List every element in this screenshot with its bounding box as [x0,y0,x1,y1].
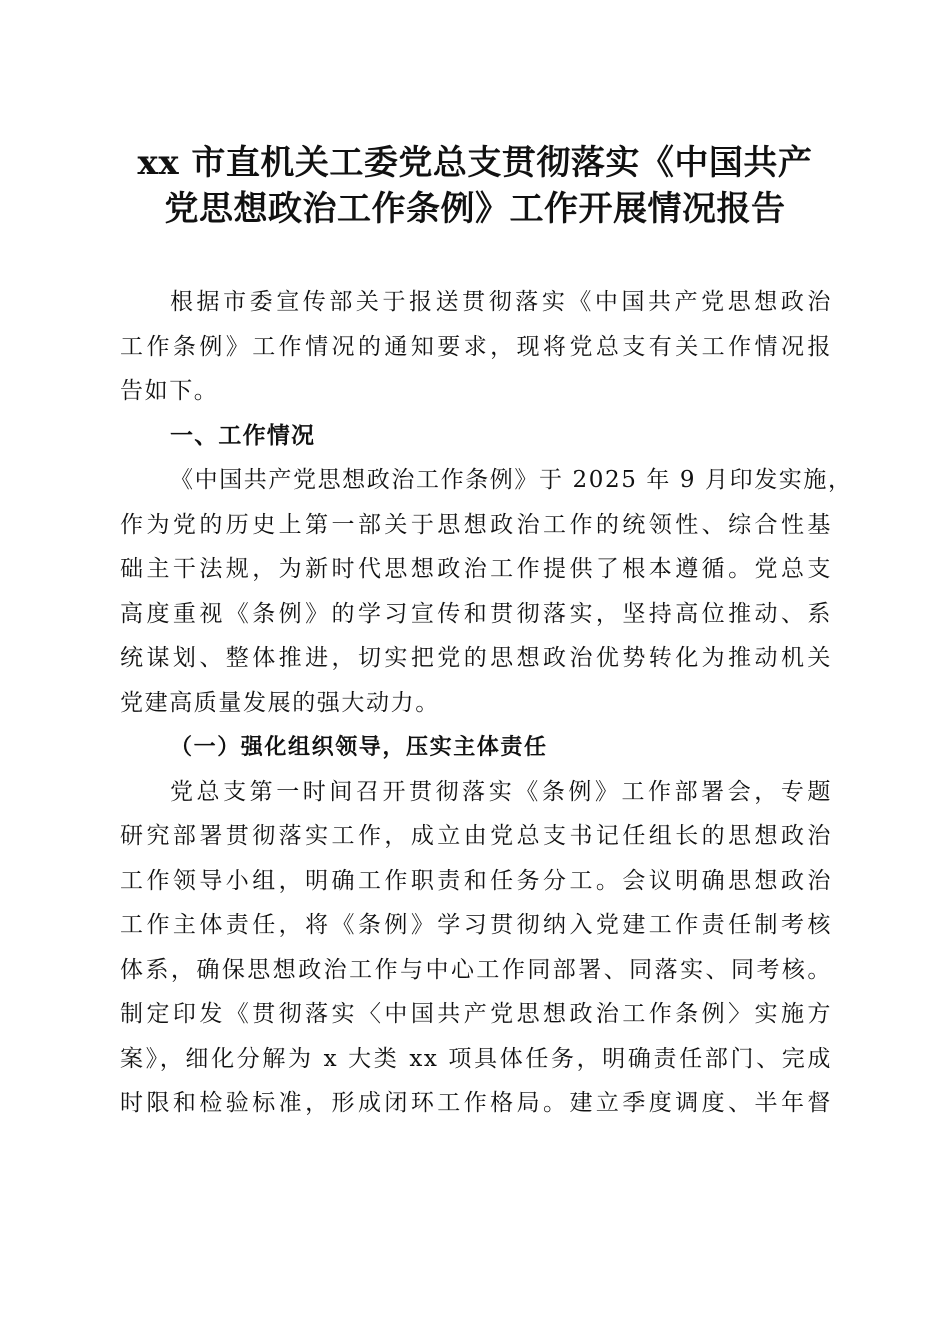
paragraph-line: 党建高质量发展的强大动力。 [120,689,440,716]
paragraph-line: 础主干法规，为新时代思想政治工作提供了根本遵循。党总支 [120,556,832,582]
subsection-heading: （一）强化组织领导，压实主体责任 [170,734,548,760]
title-line: xx 市直机关工委党总支贯彻落实《中国共产 [137,143,813,183]
paragraph-line: 高度重视《条例》的学习宣传和贯彻落实，坚持高位推动、系 [120,600,832,627]
title-line: 党思想政治工作条例》工作开展情况报告 [164,189,786,229]
paragraph-line: 工作主体责任，将《条例》学习贯彻纳入党建工作责任制考核 [120,912,832,938]
paragraph-line: 制定印发《贯彻落实〈中国共产党思想政治工作条例〉实施方 [120,1001,832,1027]
intro-line: 工作条例》工作情况的通知要求，现将党总支有关工作情况报 [120,333,832,360]
paragraph-line: 统谋划、整体推进，切实把党的思想政治优势转化为推动机关 [120,645,832,671]
section-heading: 一、工作情况 [170,422,316,449]
paragraph-line: 《中国共产党思想政治工作条例》于 2025 年 9 月印发实施， [170,467,853,493]
paragraph-line: 作为党的历史上第一部关于思想政治工作的统领性、综合性基 [120,511,832,538]
paragraph-line: 案》，细化分解为 x 大类 xx 项具体任务，明确责任部门、完成 [120,1045,832,1072]
paragraph-line: 体系，确保思想政治工作与中心工作同部署、同落实、同考核。 [120,956,832,983]
document-body [120,280,853,1126]
intro-line: 根据市委宣传部关于报送贯彻落实《中国共产党思想政治 [170,289,832,315]
intro-line: 告如下。 [120,378,219,404]
paragraph-line: 工作领导小组，明确工作职责和任务分工。会议明确思想政治 [120,867,832,894]
paragraph-line: 时限和检验标准，形成闭环工作格局。建立季度调度、半年督 [120,1090,832,1116]
paragraph-line: 研究部署贯彻落实工作，成立由党总支书记任组长的思想政治 [120,823,832,849]
paragraph-line: 党总支第一时间召开贯彻落实《条例》工作部署会，专题 [170,778,832,805]
document-title [110,140,840,232]
